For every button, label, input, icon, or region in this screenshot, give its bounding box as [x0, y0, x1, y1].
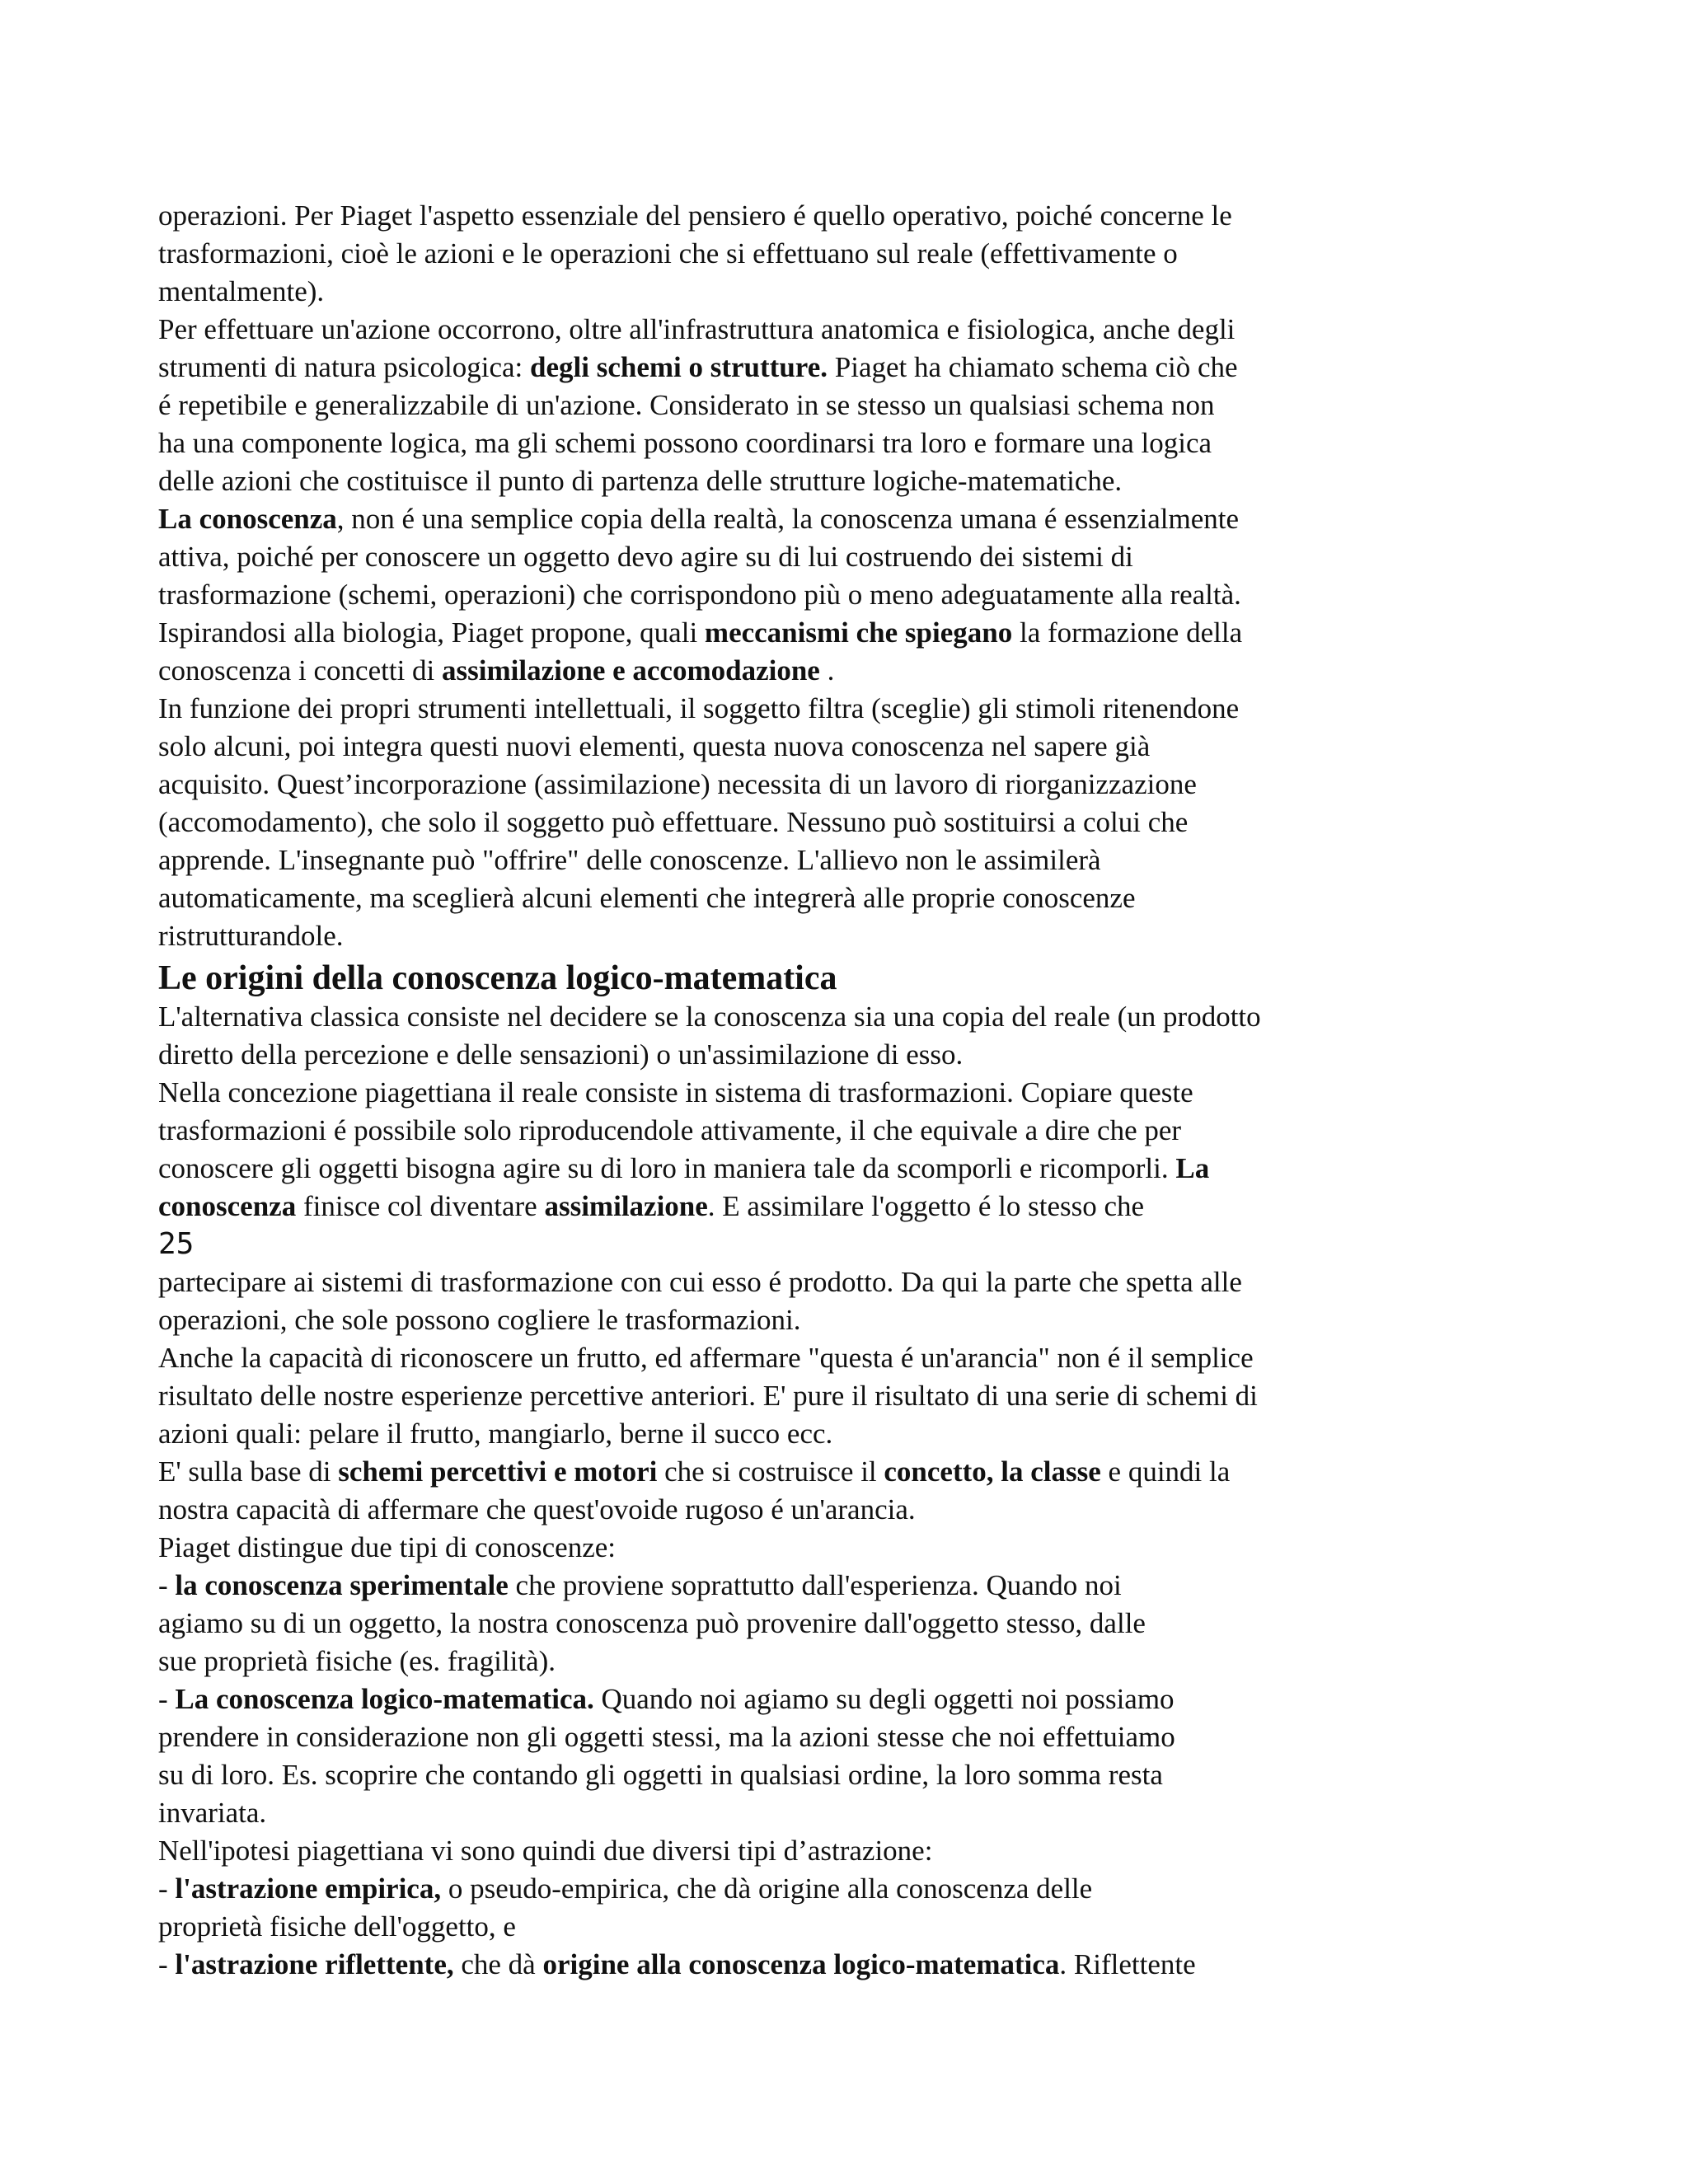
text-line [158, 349, 1444, 387]
text-run: automaticamente, ma sceglierà alcuni elementi che integrerà alle proprie conoscenze [158, 882, 1136, 914]
text-line [158, 1036, 1444, 1074]
bold-text: origine alla conoscenza logico-matematica [542, 1948, 1060, 1980]
text-run: - [158, 1569, 176, 1601]
page-number: 25 [158, 1227, 195, 1261]
text-run: risultato delle nostre esperienze percettive anteriori. E' pure il risultato di una serie di schemi di [158, 1380, 1258, 1412]
text-line [158, 576, 1444, 614]
text-line [158, 1339, 1444, 1377]
text-run: L'alternativa classica consiste nel decidere se la conoscenza sia una copia del reale (un prodotto [158, 1001, 1261, 1033]
text-run: diretto della percezione e delle sensazioni) o un'assimilazione di esso. [158, 1038, 964, 1071]
text-run: In funzione dei propri strumenti intellettuali, il soggetto filtra (sceglie) gli stimoli ritenendone [158, 692, 1240, 724]
text-line [158, 998, 1444, 1036]
text-line [158, 1529, 1444, 1567]
text-run: conoscere gli oggetti bisogna agire su di loro in maniera tale da scomporli e ricomporli. [158, 1152, 1176, 1184]
text-line [158, 500, 1444, 538]
text-line [158, 1718, 1444, 1756]
text-run: invariata. [158, 1797, 267, 1829]
text-run: E' sulla base di [158, 1455, 339, 1488]
text-line [158, 1491, 1444, 1529]
text-run: che si costruisce il [657, 1455, 884, 1488]
bold-text: conoscenza [158, 1190, 297, 1222]
text-run: proprietà fisiche dell'oggetto, e [158, 1910, 516, 1943]
text-line [158, 1643, 1444, 1680]
text-run: Per effettuare un'azione occorrono, oltre all'infrastruttura anatomica e fisiologica, anche degli [158, 313, 1236, 345]
text-line [158, 1377, 1444, 1415]
text-run: Anche la capacità di riconoscere un frutto, ed affermare "questa é un'arancia" non é il semplice [158, 1342, 1254, 1374]
text-run: trasformazioni é possibile solo riproducendole attivamente, il che equivale a dire che per [158, 1114, 1182, 1146]
bold-text: l'astrazione riflettente, [175, 1948, 454, 1980]
text-run: - [158, 1872, 176, 1905]
text-line [158, 766, 1444, 804]
text-line [158, 235, 1444, 273]
text-line [158, 311, 1444, 349]
text-line [158, 652, 1444, 690]
document-page [158, 197, 1444, 1984]
text-run: Piaget ha chiamato schema ciò che [828, 351, 1238, 383]
text-run: mentalmente). [158, 275, 325, 307]
text-run: finisce col diventare [296, 1190, 545, 1222]
text-line [158, 538, 1444, 576]
text-line [158, 1188, 1444, 1226]
text-run: su di loro. Es. scoprire che contando gli oggetti in qualsiasi ordine, la loro somma resta [158, 1759, 1163, 1791]
text-run: nostra capacità di affermare che quest'ovoide rugoso é un'arancia. [158, 1493, 916, 1526]
text-line [158, 273, 1444, 311]
text-block-continuation [158, 1263, 1444, 1984]
bold-text: La conoscenza [158, 503, 337, 535]
text-run: operazioni, che sole possono cogliere le trasformazioni. [158, 1304, 801, 1336]
text-line [158, 1074, 1444, 1112]
text-run: sue proprietà fisiche (es. fragilità). [158, 1645, 556, 1677]
text-line [158, 1756, 1444, 1794]
text-line [158, 1870, 1444, 1908]
text-run: che proviene soprattutto dall'esperienza. Quando noi [508, 1569, 1122, 1601]
text-run: prendere in considerazione non gli oggetti stessi, ma la azioni stesse che noi effettuiamo [158, 1721, 1175, 1753]
bold-text: l'astrazione empirica, [175, 1872, 442, 1905]
text-run: - [158, 1683, 176, 1715]
text-line [158, 424, 1444, 462]
text-run: . [819, 654, 835, 687]
bold-text: degli schemi o strutture. [530, 351, 828, 383]
text-line [158, 1263, 1444, 1301]
text-run: o pseudo-empirica, che dà origine alla conoscenza delle [441, 1872, 1093, 1905]
text-line [158, 1567, 1444, 1605]
text-run: trasformazione (schemi, operazioni) che corrispondono più o meno adeguatamente alla realtà. [158, 579, 1241, 611]
text-run: strumenti di natura psicologica: [158, 351, 531, 383]
text-block-origins [158, 998, 1444, 1226]
text-line [158, 1112, 1444, 1150]
text-run: partecipare ai sistemi di trasformazione con cui esso é prodotto. Da qui la parte che spetta alle [158, 1266, 1242, 1298]
text-line [158, 879, 1444, 917]
text-line [158, 841, 1444, 879]
text-run: . E assimilare l'oggetto é lo stesso che [707, 1190, 1145, 1222]
text-run: Nell'ipotesi piagettiana vi sono quindi due diversi tipi d’astrazione: [158, 1835, 933, 1867]
text-line [158, 1301, 1444, 1339]
text-line [158, 387, 1444, 424]
text-run: - [158, 1948, 176, 1980]
text-line [158, 1680, 1444, 1718]
section-heading: Le origini della conoscenza logico-matematica [158, 959, 837, 997]
text-line [158, 1908, 1444, 1946]
text-line [158, 1415, 1444, 1453]
text-run: Nella concezione piagettiana il reale consiste in sistema di trasformazioni. Copiare queste [158, 1076, 1193, 1108]
text-run: é repetibile e generalizzabile di un'azione. Considerato in se stesso un qualsiasi schema non [158, 389, 1215, 421]
text-line [158, 804, 1444, 841]
text-line [158, 197, 1444, 235]
text-line [158, 1794, 1444, 1832]
bold-text: assimilazione e accomodazione [442, 654, 820, 687]
text-run: conoscenza i concetti di [158, 654, 443, 687]
text-run: che dà [453, 1948, 543, 1980]
bold-text: la conoscenza sperimentale [175, 1569, 509, 1601]
bold-text: schemi percettivi e motori [338, 1455, 658, 1488]
text-run: . Riflettente [1059, 1948, 1196, 1980]
text-line [158, 1946, 1444, 1984]
text-run: Ispirandosi alla biologia, Piaget propone, quali [158, 616, 705, 649]
text-run: attiva, poiché per conoscere un oggetto devo agire su di lui costruendo dei sistemi di [158, 541, 1133, 573]
text-run: Quando noi agiamo su degli oggetti noi possiamo [593, 1683, 1175, 1715]
bold-text: meccanismi che spiegano [704, 616, 1013, 649]
text-run: (accomodamento), che solo il soggetto può effettuare. Nessuno può sostituirsi a colui che [158, 806, 1189, 838]
text-run: delle azioni che costituisce il punto di partenza delle strutture logiche-matematiche. [158, 465, 1123, 497]
bold-text: assimilazione [544, 1190, 708, 1222]
bold-text: La [1175, 1152, 1210, 1184]
text-line [158, 1605, 1444, 1643]
text-run: Piaget distingue due tipi di conoscenze: [158, 1531, 617, 1563]
text-line [158, 917, 1444, 955]
text-line [158, 690, 1444, 728]
text-line [158, 462, 1444, 500]
text-run: la formazione della [1012, 616, 1243, 649]
text-line [158, 614, 1444, 652]
text-run: , non é una semplice copia della realtà, la conoscenza umana é essenzialmente [336, 503, 1240, 535]
text-run: operazioni. Per Piaget l'aspetto essenziale del pensiero é quello operativo, poiché concerne le [158, 199, 1232, 232]
text-run: azioni quali: pelare il frutto, mangiarlo, berne il succo ecc. [158, 1418, 833, 1450]
text-run: trasformazioni, cioè le azioni e le operazioni che si effettuano sul reale (effettivamente o [158, 237, 1178, 269]
text-line [158, 728, 1444, 766]
text-run: acquisito. Quest’incorporazione (assimilazione) necessita di un lavoro di riorganizzazione [158, 768, 1197, 800]
text-line [158, 1150, 1444, 1188]
text-run: e quindi la [1100, 1455, 1231, 1488]
text-line [158, 1453, 1444, 1491]
text-block-intro [158, 197, 1444, 955]
text-line [158, 1832, 1444, 1870]
bold-text: La conoscenza logico-matematica. [175, 1683, 594, 1715]
text-run: solo alcuni, poi integra questi nuovi elementi, questa nuova conoscenza nel sapere già [158, 730, 1151, 762]
text-run: apprende. L'insegnante può "offrire" delle conoscenze. L'allievo non le assimilerà [158, 844, 1101, 876]
text-run: ha una componente logica, ma gli schemi possono coordinarsi tra loro e formare una logica [158, 427, 1212, 459]
bold-text: concetto, la classe [884, 1455, 1101, 1488]
text-run: agiamo su di un oggetto, la nostra conoscenza può provenire dall'oggetto stesso, dalle [158, 1607, 1146, 1639]
text-run: ristrutturandole. [158, 920, 344, 952]
